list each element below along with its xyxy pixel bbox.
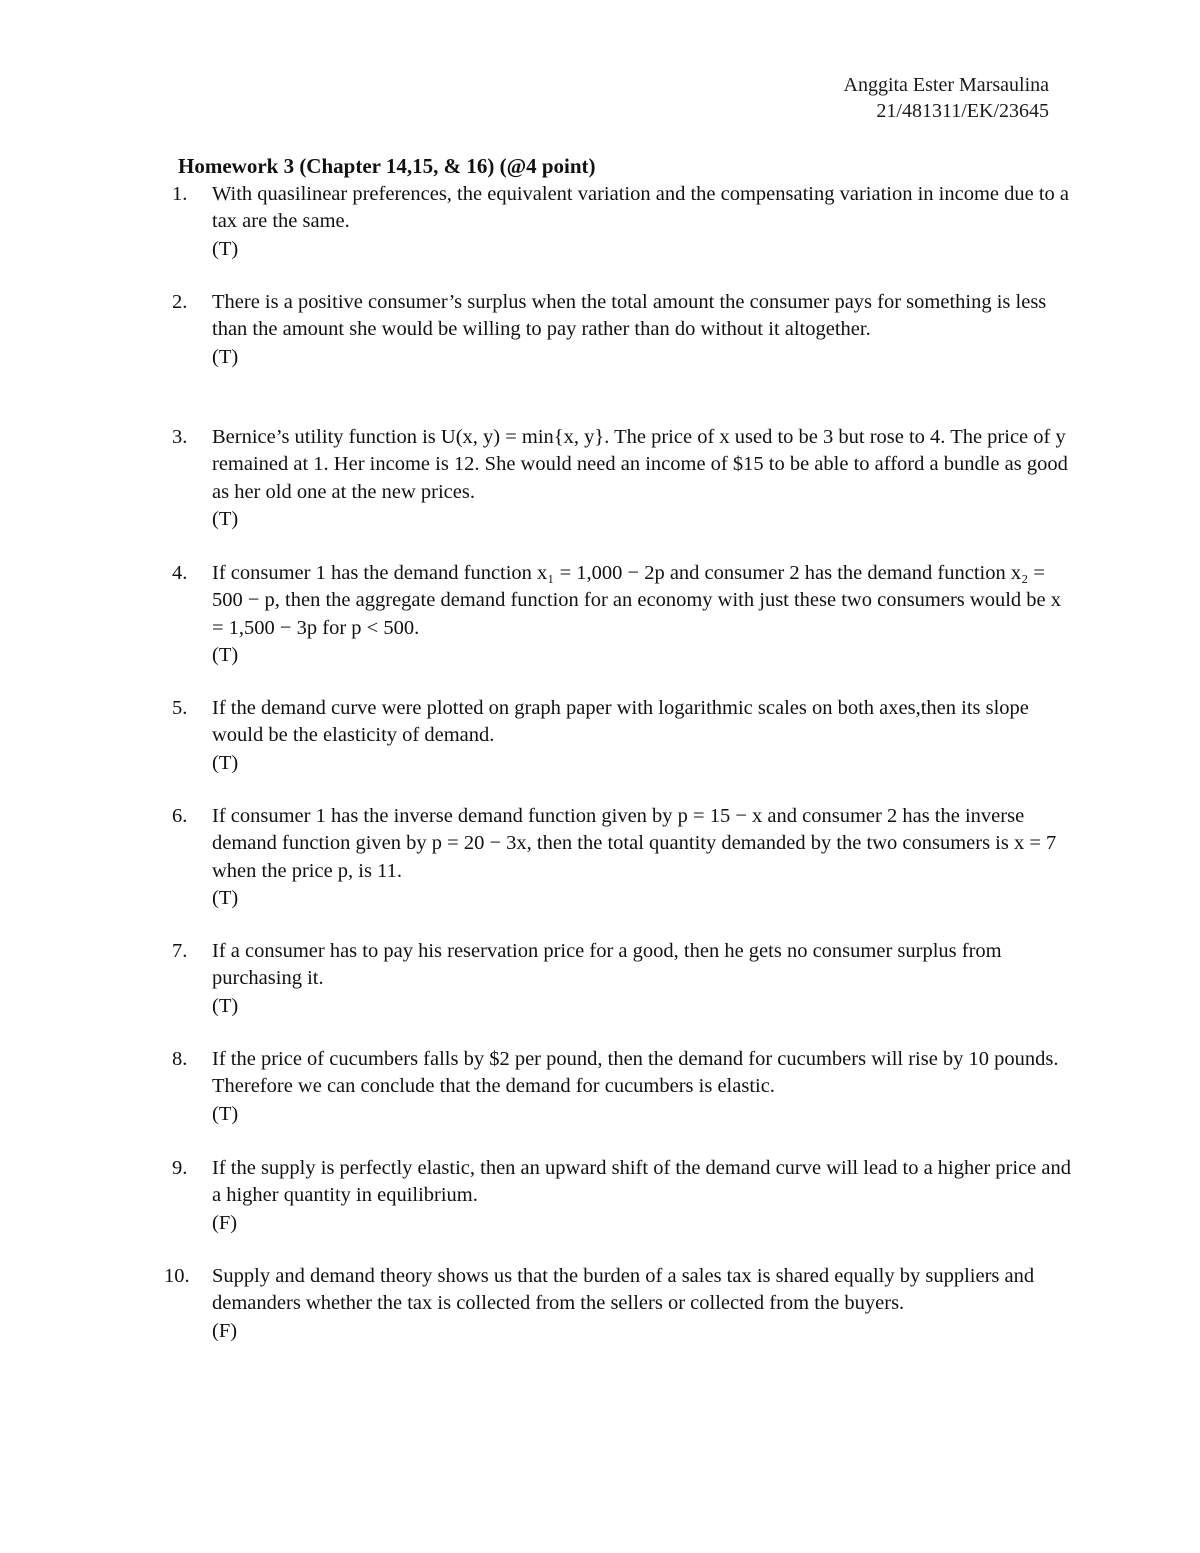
question-answer: (T) [212,237,239,260]
question-answer: (F) [212,1319,238,1342]
question-answer: (T) [212,751,239,774]
question-answer: (F) [212,1211,238,1234]
question-number: 6. [172,805,188,827]
question-number: 1. [172,183,188,205]
question-item [172,424,1072,533]
question-answer: (T) [212,507,239,530]
question-number: 9. [172,1157,188,1179]
question-number: 8. [172,1048,188,1070]
student-id: 21/481311/EK/23645 [876,100,1049,122]
question-text: With quasilinear preferences, the equivalent variation and the compensating variation in income due to a tax are the same. [212,183,1070,233]
question-answer: (T) [212,886,239,909]
question-number: 5. [172,697,188,719]
question-item [172,803,1072,912]
question-answer: (T) [212,994,239,1017]
question-item [164,1263,1072,1345]
question-number: 4. [172,562,188,584]
question-text: Supply and demand theory shows us that the burden of a sales tax is shared equally by suppliers and demanders whether the tax is collected from the sellers or collected from the buyers. [212,1265,1035,1315]
question-number: 3. [172,426,188,448]
question-text: There is a positive consumer’s surplus when the total amount the consumer pays for something is less than the amount she would be willing to pay rather than do without it altogether. [212,291,1047,341]
question-text: Bernice’s utility function is U(x, y) = min{x, y}. The price of x used to be 3 but rose to 4. The price of y remained at 1. Her income is 12. She would need an income of $15 to be able to afford a bundle as good as her old one at the new prices. [212,426,1068,503]
question-number: 7. [172,940,188,962]
question-text: If the supply is perfectly elastic, then an upward shift of the demand curve will lead to a higher price and a higher quantity in equilibrium. [212,1157,1071,1207]
question-number: 2. [172,291,188,313]
question-item [172,938,1072,1020]
question-text: If a consumer has to pay his reservation price for a good, then he gets no consumer surplus from purchasing it. [212,940,1002,990]
question-number: 10. [164,1265,190,1287]
question-answer: (T) [212,1102,239,1125]
question-text: If consumer 1 has the inverse demand function given by p = 15 − x and consumer 2 has the inverse demand function given by p = 20 − 3x, then the total quantity demanded by the two consumers is x = 7 when the price p, is 11. [212,805,1057,882]
question-item [172,1155,1072,1237]
question-item [172,560,1072,669]
question-text: If consumer 1 has the demand function x₁ = 1,000 − 2p and consumer 2 has the demand function x₂ = 500 − p, then the aggregate demand function for an economy with just these two consumers would be x = 1,500 − 3p for p < 500. [212,562,1062,639]
question-answer: (T) [212,643,239,666]
question-item [172,181,1072,263]
author-name: Anggita Ester Marsaulina [843,74,1049,96]
question-text: If the price of cucumbers falls by $2 per pound, then the demand for cucumbers will rise by 10 pounds. Therefore we can conclude that the demand for cucumbers is elastic. [212,1048,1059,1098]
question-item [172,289,1072,371]
question-answer: (T) [212,345,239,368]
question-item [172,695,1072,777]
question-item [172,1046,1072,1128]
homework-title: Homework 3 (Chapter 14,15, & 16) (@4 point) [178,154,596,178]
question-text: If the demand curve were plotted on graph paper with logarithmic scales on both axes,then its slope would be the elasticity of demand. [212,697,1029,747]
